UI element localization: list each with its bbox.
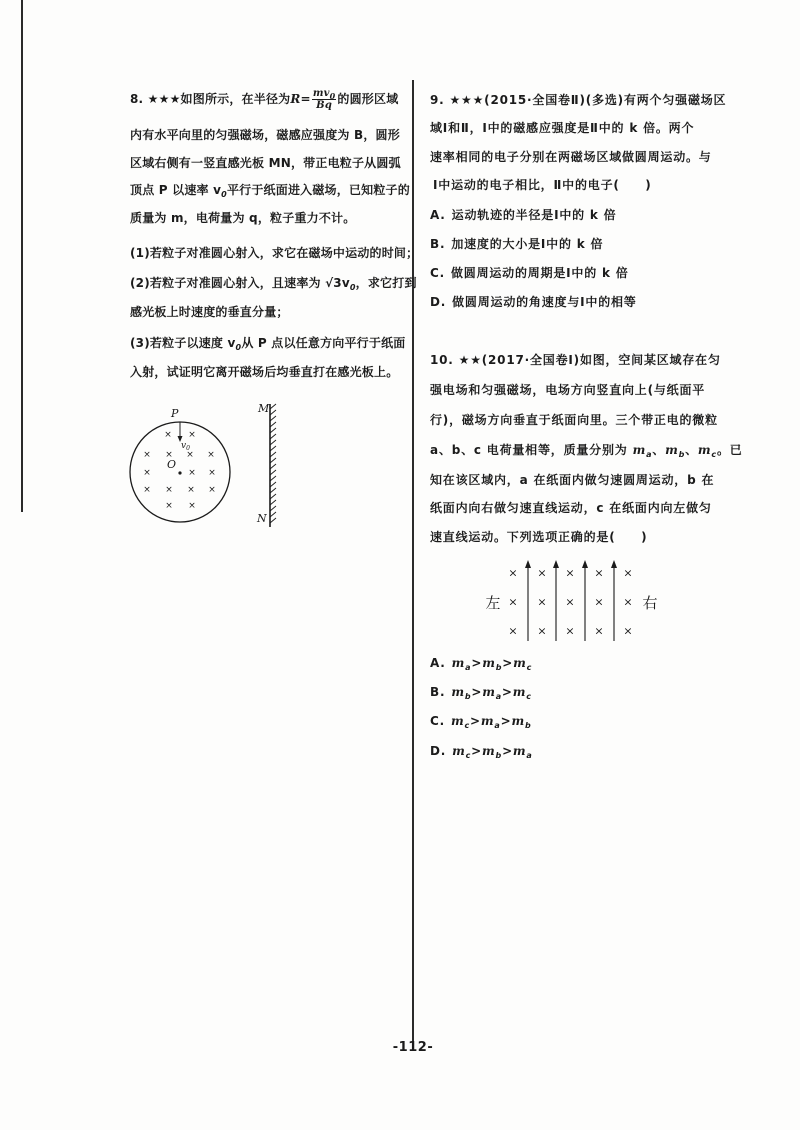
- q8-line-4-sub: 0: [221, 190, 227, 199]
- electric-field-arrowhead: [525, 560, 531, 568]
- radius-symbol: R=: [290, 92, 311, 106]
- plate-hatch-line: [270, 464, 276, 469]
- separator: 、: [652, 443, 666, 457]
- mass-symbol: m: [480, 714, 495, 728]
- q9-line-1: 9. ★★★(2015·全国卷Ⅱ)(多选)有两个匀强磁场区: [430, 93, 727, 107]
- plate-hatch-line: [270, 440, 276, 445]
- mass-symbol: m: [632, 443, 647, 457]
- plate-hatch-line: [270, 422, 276, 427]
- point-p-label: P: [171, 407, 179, 420]
- field-cross-mark: ×: [143, 468, 151, 478]
- q10-option-a: [430, 655, 532, 673]
- greater-than: >: [500, 714, 512, 728]
- q8-part-2-sub: 0: [349, 283, 356, 292]
- plate-hatch-line: [270, 416, 276, 421]
- center-o-label: O: [167, 458, 177, 471]
- q9-line-4: Ⅰ中运动的电子相比，Ⅱ中的电子( ): [433, 178, 652, 192]
- q8-line-3: 区域右侧有一竖直感光板 MN，带正电粒子从圆弧: [130, 156, 401, 170]
- plate-hatch-line: [270, 458, 276, 463]
- greater-than: >: [502, 744, 513, 758]
- plate-hatch-line: [270, 506, 276, 511]
- field-cross-mark: ×: [623, 595, 633, 609]
- mass-subscript: a: [646, 450, 653, 459]
- field-cross-mark: ×: [623, 624, 633, 638]
- q10-option-b: [430, 684, 532, 702]
- field-cross-mark: ×: [165, 501, 173, 511]
- q8-line-4-post: 平行于纸面进入磁场，已知粒子的: [226, 183, 410, 197]
- field-cross-mark: ×: [143, 485, 151, 495]
- q8-intro: 8. ★★★如图所示，在半径为: [130, 92, 291, 106]
- mass-subscript: c: [526, 663, 533, 672]
- mass-subscript: a: [494, 721, 501, 730]
- greater-than: >: [471, 744, 483, 758]
- electric-field-arrowhead: [582, 560, 588, 568]
- option-label: A.: [430, 656, 446, 670]
- fraction-numerator: [312, 88, 337, 100]
- option-label: D.: [430, 295, 447, 309]
- radius-fraction: [312, 88, 337, 111]
- option-label: B.: [430, 237, 446, 251]
- mass-subscript: c: [526, 692, 532, 701]
- option-text: 加速度的大小是Ⅰ中的 k 倍: [451, 237, 604, 251]
- mass-symbol: m: [452, 744, 466, 758]
- mass-symbol: m: [482, 656, 496, 670]
- q8-part-3: [130, 335, 405, 353]
- mass-symbol: m: [482, 685, 496, 699]
- q10-line-7: 速直线运动。下列选项正确的是( ): [430, 530, 648, 544]
- field-cross-mark: ×: [143, 450, 151, 460]
- field-cross-mark: ×: [537, 566, 547, 580]
- q10-line-4-post: 。已: [716, 443, 743, 457]
- field-cross-mark: ×: [537, 595, 547, 609]
- q10-line-4: [430, 442, 743, 460]
- left-direction-label: 左: [485, 594, 501, 612]
- q8-part-2-post: ，求它打到: [355, 276, 417, 290]
- q8-figure: [120, 395, 290, 535]
- field-cross-mark: ×: [188, 501, 196, 511]
- q9-option-c: [430, 265, 629, 281]
- velocity-label: $v_0$: [181, 441, 190, 452]
- field-cross-mark: ×: [594, 624, 604, 638]
- q8-line-4: [130, 182, 410, 200]
- field-cross-mark: ×: [594, 566, 604, 580]
- plate-hatch-line: [270, 488, 276, 493]
- plate-hatch-line: [270, 404, 276, 409]
- q8-part-1: (1)若粒子对准圆心射入，求它在磁场中运动的时间；: [130, 246, 419, 260]
- option-label: D.: [430, 744, 447, 758]
- field-cross-mark: ×: [623, 566, 633, 580]
- q8-part-3-post: 从 P 点以任意方向平行于纸面: [241, 336, 406, 350]
- numerator-subscript: 0: [329, 91, 336, 101]
- field-cross-mark: ×: [188, 430, 196, 440]
- plate-hatch-line: [270, 482, 276, 487]
- q8-line-1: [130, 88, 398, 111]
- mass-subscript: b: [678, 450, 686, 459]
- option-label: A.: [430, 208, 446, 222]
- plate-hatch-line: [270, 500, 276, 505]
- field-cross-mark: ×: [508, 566, 518, 580]
- field-cross-mark: ×: [186, 450, 194, 460]
- option-label: C.: [430, 714, 445, 728]
- mass-subscript: a: [465, 663, 472, 672]
- q10-line-6: 纸面内向右做匀速直线运动，c 在纸面内向左做匀: [430, 501, 712, 515]
- q10-line-3: 行)，磁场方向垂直于纸面向里。三个带正电的微粒: [430, 413, 718, 427]
- mass-symbol: m: [450, 714, 465, 728]
- q9-option-d: [430, 294, 637, 310]
- greater-than: >: [470, 714, 481, 728]
- center-dot: [178, 471, 181, 474]
- mass-subscript: a: [526, 751, 533, 760]
- field-cross-mark: ×: [565, 595, 575, 609]
- greater-than: >: [502, 656, 514, 670]
- q10-line-2: 强电场和匀强磁场，电场方向竖直向上(与纸面平: [430, 383, 706, 397]
- field-cross-mark: ×: [164, 430, 172, 440]
- field-cross-mark: ×: [508, 624, 518, 638]
- q9-line-3: 速率相同的电子分别在两磁场区域做圆周运动。与: [430, 150, 712, 164]
- q10-figure: [480, 552, 665, 647]
- q9-option-a: [430, 207, 616, 223]
- option-text: 做圆周运动的周期是Ⅰ中的 k 倍: [450, 266, 629, 280]
- option-label: C.: [430, 266, 445, 280]
- mass-subscript: a: [495, 692, 502, 701]
- field-cross-mark: ×: [187, 485, 195, 495]
- plate-hatch-line: [270, 470, 276, 475]
- q10-line-4-pre: a、b、c 电荷量相等，质量分别为: [430, 443, 633, 457]
- mass-symbol: m: [697, 443, 712, 457]
- q8-part-3-pre: (3)若粒子以速度 v: [130, 336, 236, 350]
- option-text: 做圆周运动的角速度与Ⅰ中的相等: [452, 295, 637, 309]
- fraction-denominator: Bq: [316, 100, 333, 111]
- plate-hatch-line: [270, 428, 276, 433]
- field-cross-mark: ×: [208, 485, 216, 495]
- plate-hatch-line: [270, 434, 276, 439]
- field-cross-mark: ×: [565, 566, 575, 580]
- field-cross-mark: ×: [594, 595, 604, 609]
- q10-line-5: 知在该区域内，a 在纸面内做匀速圆周运动，b 在: [430, 473, 715, 487]
- q8-part-2-pre: (2)若粒子对准圆心射入，且速率为 √3v: [130, 276, 350, 290]
- q10-line-1: 10. ★★(2017·全国卷Ⅰ)如图，空间某区域存在匀: [430, 353, 721, 367]
- mass-subscript: b: [495, 663, 503, 672]
- plate-hatch-line: [270, 494, 276, 499]
- left-margin-line: [21, 0, 23, 512]
- q10-option-c: [430, 713, 531, 731]
- q8-part-2: [130, 275, 417, 293]
- point-n-label: N: [257, 512, 267, 525]
- electric-field-arrowhead: [611, 560, 617, 568]
- field-cross-mark: ×: [165, 485, 173, 495]
- plate-hatch-line: [270, 518, 276, 523]
- electric-field-arrowhead: [553, 560, 559, 568]
- q8-line-2: 内有水平向里的匀强磁场，磁感应强度为 B，圆形: [130, 128, 400, 142]
- q8-part-3-sub: 0: [235, 343, 242, 352]
- q10-option-d: [430, 743, 533, 761]
- plate-hatch-line: [270, 410, 276, 415]
- mass-symbol: m: [512, 744, 527, 758]
- q8-line-4-pre: 顶点 P 以速率 v: [130, 183, 222, 197]
- numerator-text: mv: [312, 88, 330, 99]
- plate-hatch-line: [270, 512, 276, 517]
- field-cross-mark: ×: [565, 624, 575, 638]
- plate-hatch-line: [270, 452, 276, 457]
- separator: 、: [685, 443, 698, 457]
- q8-part-3-line-2: 入射，试证明它离开磁场后均垂直打在感光板上。: [130, 365, 399, 379]
- q8-intro-end: 的圆形区域: [337, 92, 399, 106]
- greater-than: >: [501, 685, 513, 699]
- mass-symbol: m: [513, 656, 527, 670]
- mass-symbol: m: [512, 685, 527, 699]
- field-cross-mark: ×: [165, 450, 173, 460]
- mass-subscript: c: [464, 721, 471, 730]
- page-number: -112-: [392, 1040, 434, 1055]
- mass-subscript: b: [524, 721, 532, 730]
- q9-option-b: [430, 236, 603, 252]
- q8-line-5: 质量为 m，电荷量为 q，粒子重力不计。: [130, 211, 356, 225]
- field-cross-mark: ×: [188, 468, 196, 478]
- plate-hatch-line: [270, 446, 276, 451]
- option-label: B.: [430, 685, 446, 699]
- mass-symbol: m: [451, 685, 465, 699]
- mass-subscript: c: [711, 450, 717, 459]
- q8-part-2-line-2: 感光板上时速度的垂直分量；: [130, 305, 289, 319]
- field-cross-mark: ×: [537, 624, 547, 638]
- point-m-label: M: [258, 402, 270, 415]
- greater-than: >: [471, 685, 483, 699]
- field-cross-mark: ×: [508, 595, 518, 609]
- greater-than: >: [471, 656, 483, 670]
- mass-symbol: m: [511, 714, 525, 728]
- mass-subscript: b: [495, 751, 503, 760]
- mass-symbol: m: [451, 656, 466, 670]
- field-cross-mark: ×: [207, 450, 215, 460]
- mass-subscript: b: [464, 692, 472, 701]
- mass-symbol: m: [665, 443, 679, 457]
- option-text: 运动轨迹的半径是Ⅰ中的 k 倍: [451, 208, 617, 222]
- q9-line-2: 域Ⅰ和Ⅱ，Ⅰ中的磁感应强度是Ⅱ中的 k 倍。两个: [430, 121, 695, 135]
- field-cross-mark: ×: [208, 468, 216, 478]
- plate-hatch-line: [270, 476, 276, 481]
- right-direction-label: 右: [642, 594, 658, 612]
- mass-symbol: m: [482, 744, 496, 758]
- mass-subscript: c: [465, 751, 472, 760]
- column-divider: [412, 80, 414, 1042]
